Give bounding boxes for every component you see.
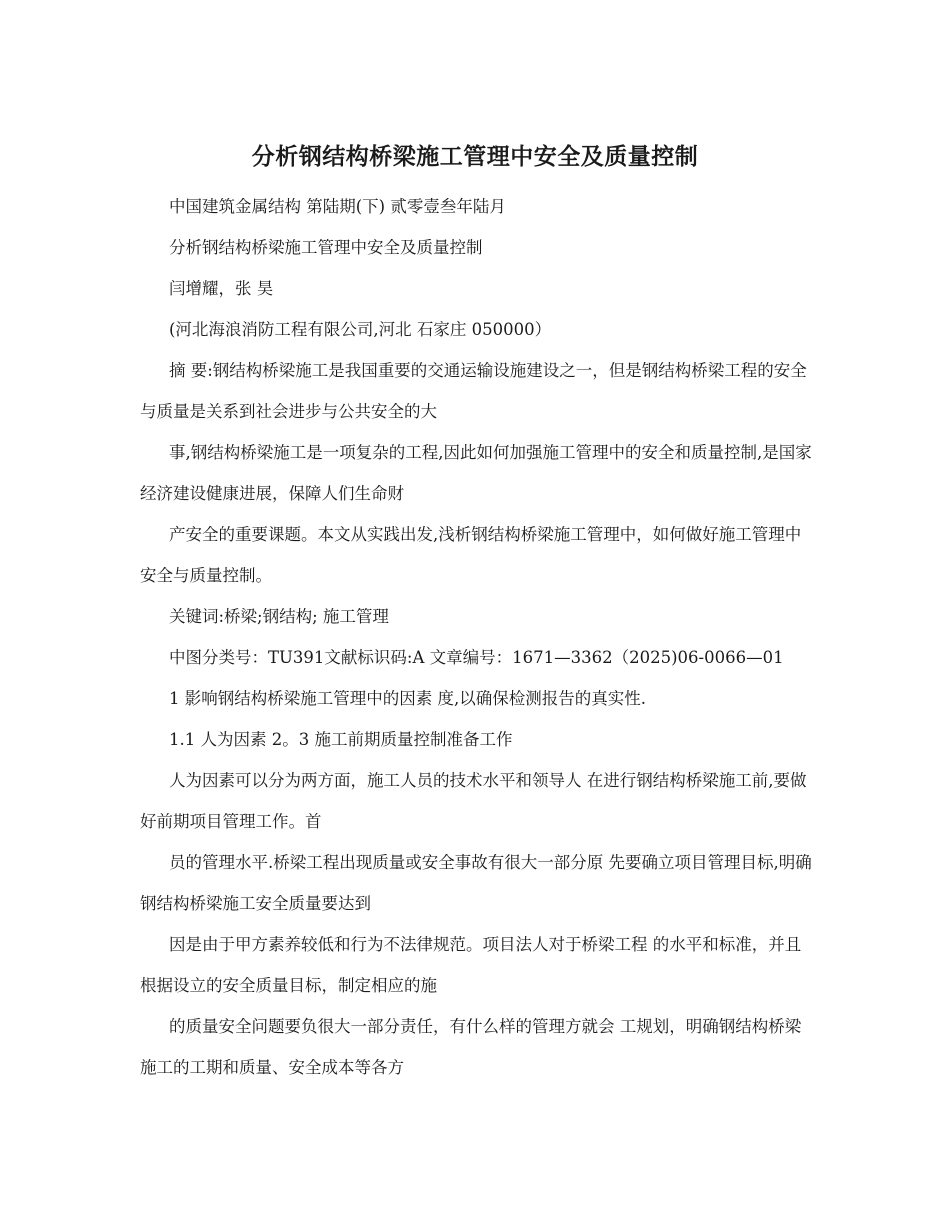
body-paragraph-2: 员的管理水平.桥梁工程出现质量或安全事故有很大一部分原 先要确立项目管理目标,明确钢结构桥梁施工安全质量要达到 [140, 853, 812, 913]
abstract-paragraph-2: 事,钢结构桥梁施工是一项复杂的工程,因此如何加强施工管理中的安全和质量控制,是国家经济建设健康进展，保障人们生命财 [140, 443, 812, 503]
affiliation-line: (河北海浪消防工程有限公司,河北 石家庄 050000） [169, 320, 552, 339]
abstract-paragraph-3: 产安全的重要课题。本文从实践出发,浅析钢结构桥梁施工管理中，如何做好施工管理中安全与质量控制。 [140, 525, 802, 585]
body-paragraph-4: 的质量安全问题要负很大一部分责任，有什么样的管理方就会 工规划，明确钢结构桥梁施工的工期和质量、安全成本等各方 [140, 1017, 802, 1077]
abstract-paragraph-1: 摘 要:钢结构桥梁施工是我国重要的交通运输设施建设之一，但是钢结构桥梁工程的安全与质量是关系到社会进步与公共安全的大 [140, 361, 807, 421]
document-body [140, 186, 812, 1088]
authors-line: 闫增耀，张 昊 [169, 279, 274, 298]
body-paragraph-3: 因是由于甲方素养较低和行为不法律规范。项目法人对于桥梁工程 的水平和标准，并且根据设立的安全质量目标，制定相应的施 [140, 935, 802, 995]
document-title: 分析钢结构桥梁施工管理中安全及质量控制 [251, 143, 699, 170]
section-1-heading: 1 影响钢结构桥梁施工管理中的因素 度,以确保检测报告的真实性. [169, 689, 646, 708]
body-paragraph-1: 人为因素可以分为两方面，施工人员的技术水平和领导人 在进行钢结构桥梁施工前,要做好前期项目管理工作。首 [140, 771, 807, 831]
classification-line: 中图分类号：TU391文献标识码:A 文章编号：1671—3362（2025)06-0066—01 [169, 648, 784, 667]
article-title-line: 分析钢结构桥梁施工管理中安全及质量控制 [169, 238, 483, 257]
journal-info-line: 中国建筑金属结构 第陆期(下) 贰零壹叁年陆月 [169, 197, 506, 216]
section-1-1-heading: 1.1 人为因素 2。3 施工前期质量控制准备工作 [169, 730, 513, 749]
keywords-line: 关键词:桥梁;钢结构; 施工管理 [169, 607, 389, 626]
